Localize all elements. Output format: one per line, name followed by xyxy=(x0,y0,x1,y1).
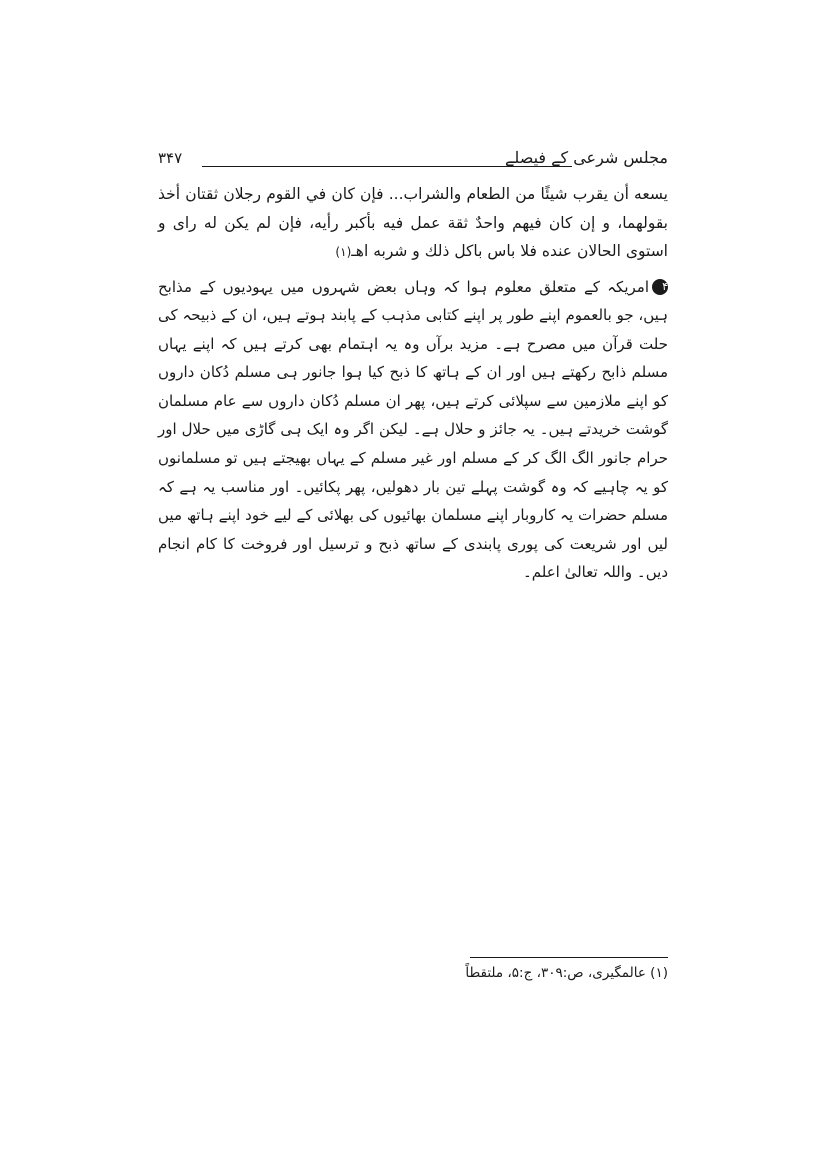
footnote-ref-mark: (۱) xyxy=(335,245,352,259)
header-title: مجلس شرعی کے فیصلے xyxy=(505,148,668,167)
page-number: ۳۴۷ xyxy=(158,149,183,167)
arabic-quote-text: يسعه أن يقرب شيئًا من الطعام والشراب... فإن كان في القوم رجلان ثقتان أخذ بقولهما، و إن كان فيهم واحدٌ ثقة عمل فيه بأكبر رأيه، فإن لم يكن له راى و استوى الحالان عنده فلا باس باكل ذلك و شربه اهـ xyxy=(158,185,668,260)
arabic-quote xyxy=(158,180,668,267)
running-header xyxy=(158,147,668,173)
footnote-rule xyxy=(470,957,668,958)
footnote: (۱) عالمگیری، ص:۳۰۹، ج:۵، ملتقطاً xyxy=(465,965,668,981)
header-rule xyxy=(202,166,572,167)
urdu-paragraph-text: امریکہ کے متعلق معلوم ہوا کہ وہاں بعض شہروں میں یہودیوں کے مذابح ہیں، جو بالعموم اپنے طور پر اپنے کتابی مذہب کے پابند ہوتے ہیں، ان کے ذبیحہ کی حلت قرآن میں مصرح ہے۔ مزید برآں وہ یہ اہتمام بھی کرتے ہیں کہ اپنے یہاں مسلم ذابح رکھتے ہیں اور ان کے ہاتھ کا ذبح کیا ہوا جانور ہی مسلم دُکان داروں کو اپنے ملازمین سے سپلائی کرتے ہیں، پھر ان مسلم دُکان داروں سے عام مسلمان گوشت خریدتے ہیں۔ یہ جائز و حلال ہے۔ لیکن اگر وہ ایک ہی گاڑی میں حلال اور حرام جانور الگ الگ کر کے مسلم اور غیر مسلم کے یہاں بھیجتے ہیں تو مسلمانوں کو یہ چاہیے کہ وہ گوشت پہلے تین بار دھولیں، پھر پکائیں۔ اور مناسب یہ ہے کہ مسلم حضرات یہ کاروبار اپنے مسلمان بھائیوں کی بھلائی کے لیے خود اپنے ہاتھ میں لیں اور شریعت کی پوری پابندی کے ساتھ ذبح و ترسیل اور فروخت کا کام انجام دیں۔ واللہ تعالیٰ اعلم۔ xyxy=(158,277,668,582)
urdu-paragraph xyxy=(158,273,668,588)
paragraph-number-badge: ۴ xyxy=(652,279,668,295)
body-text xyxy=(158,180,668,587)
